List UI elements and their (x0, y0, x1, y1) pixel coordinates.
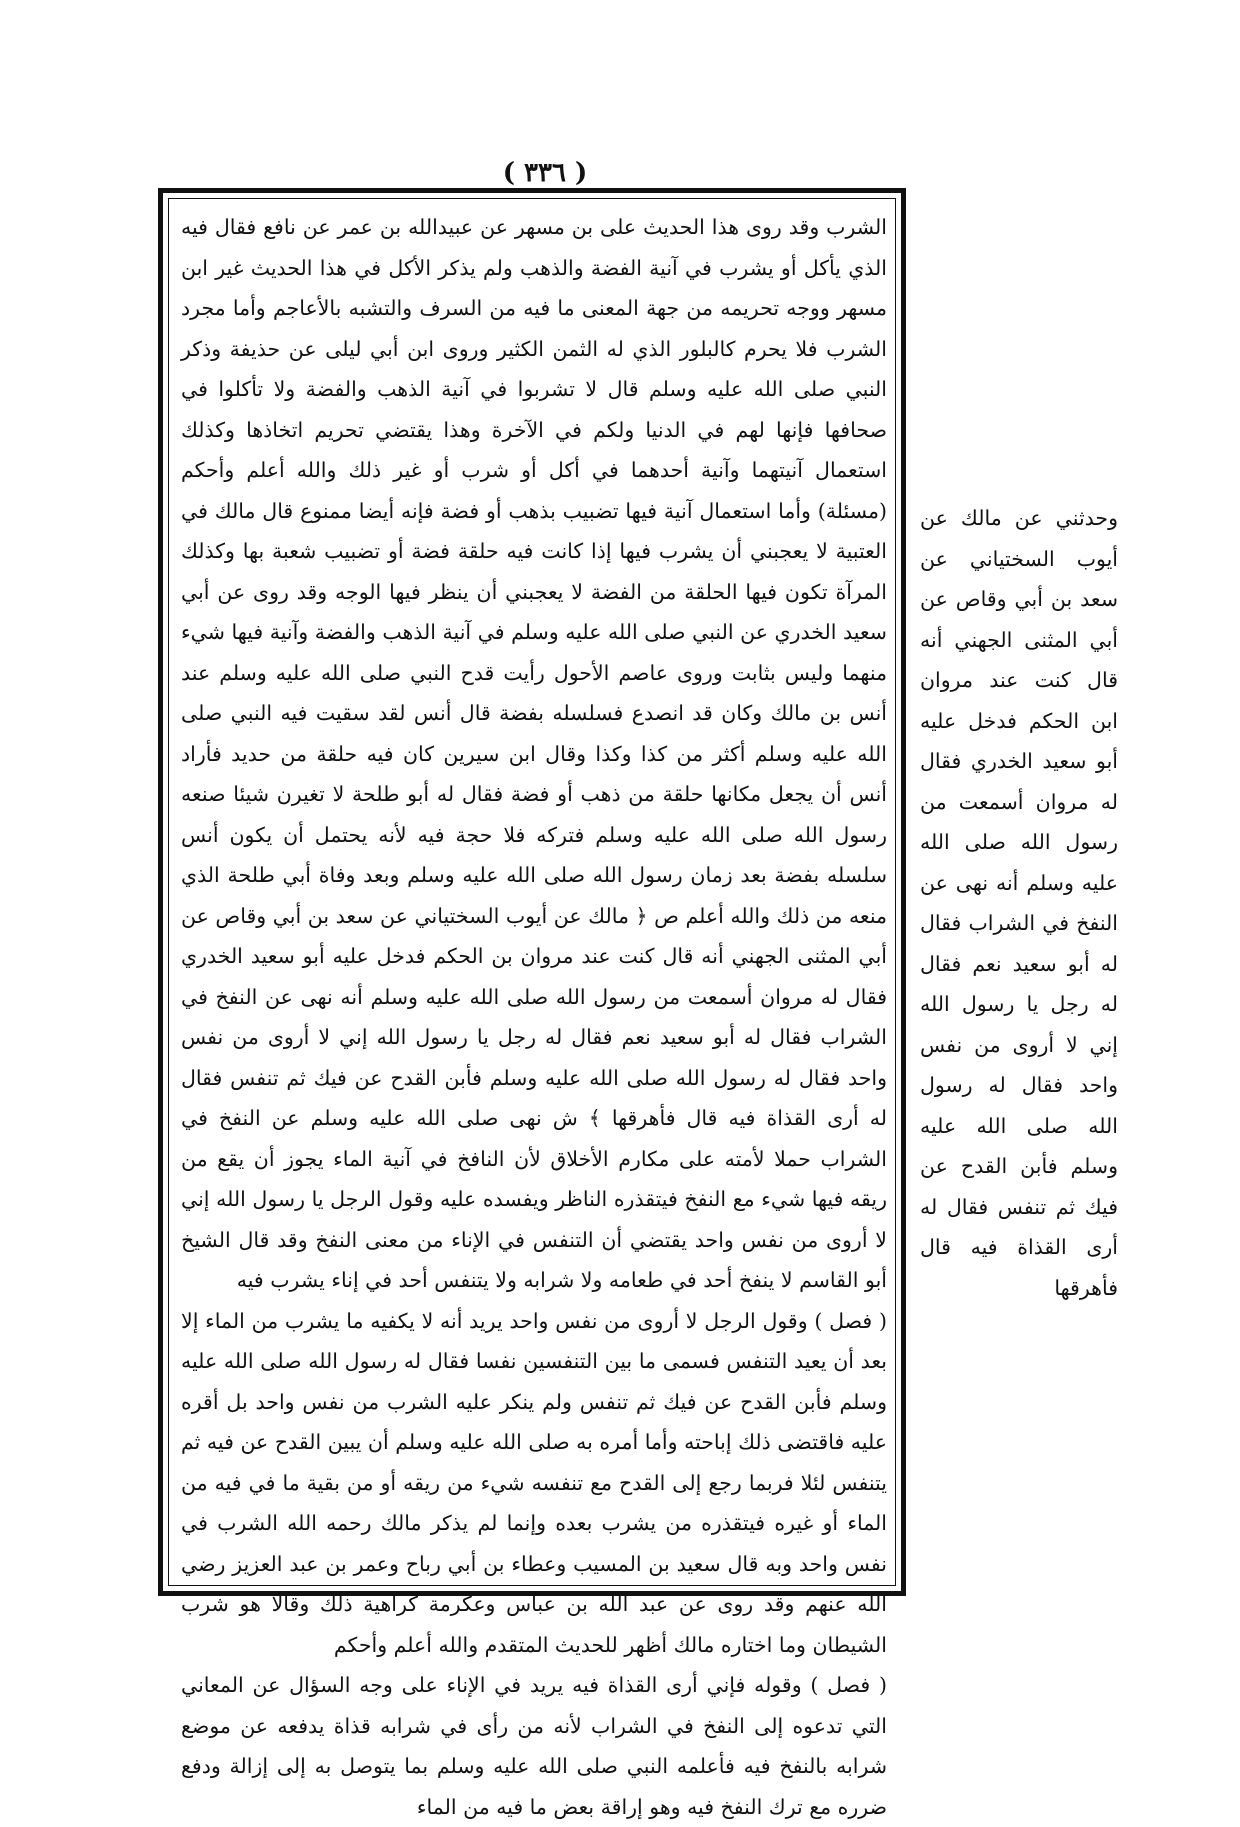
main-paragraph: الشرب وقد روى هذا الحديث على بن مسهر عن عبيدالله بن عمر عن نافع فقال فيه الذي يأكل أو يشرب في آنية الفضة والذهب ولم يذكر الأكل في هذا الحديث غير ابن مسهر ووجه تحريمه من جهة المعنى ما فيه من السرف والتشبه بالأعاجم وأما مجرد الشرب فلا يحرم كالبلور الذي له الثمن الكثير وروى ابن أبي ليلى عن حذيفة وذكر النبي صلى الله عليه وسلم قال لا تشربوا في آنية الذهب والفضة ولا تأكلوا في صحافها فإنها لهم في الدنيا ولكم في الآخرة وهذا يقتضي تحريم اتخاذها وكذلك استعمال آنيتهما وآنية أحدهما في أكل أو شرب أو غير ذلك والله أعلم وأحكم (مسئلة) وأما استعمال آنية فيها تضبيب بذهب أو فضة فإنه أيضا ممنوع قال مالك في العتبية لا يعجبني أن يشرب فيها إذا كانت فيه حلقة فضة أو تضبيب شعبة بها وكذلك المرآة تكون فيها الحلقة من الفضة لا يعجبني أن ينظر فيها الوجه وقد روى عن أبي سعيد الخدري عن النبي صلى الله عليه وسلم في آنية الذهب والفضة وآنية فيها شيء منهما وليس بثابت وروى عاصم الأحول رأيت قدح النبي صلى الله عليه وسلم عند أنس بن مالك وكان قد انصدع فسلسله بفضة قال أنس لقد سقيت فيه النبي صلى الله عليه وسلم أكثر من كذا وكذا وقال ابن سيرين كان فيه حلقة من حديد فأراد أنس أن يجعل مكانها حلقة من ذهب أو فضة فقال له أبو طلحة لا تغيرن شيئا صنعه رسول الله صلى الله عليه وسلم فتركه فلا حجة فيه لأنه يحتمل أن يكون أنس سلسله بفضة بعد زمان رسول الله صلى الله عليه وسلم وبعد وفاة أبي طلحة الذي منعه من ذلك والله أعلم ص ﴿ مالك عن أيوب السختياني عن سعد بن أبي وقاص عن أبي المثنى الجهني أنه قال كنت عند مروان بن الحكم فدخل عليه أبو سعيد الخدري فقال له مروان أسمعت من رسول الله صلى الله عليه وسلم أنه نهى عن النفخ في الشراب فقال له أبو سعيد نعم فقال له رجل يا رسول الله إني لا أروى من نفس واحد فقال له رسول الله صلى الله عليه وسلم فأبن القدح عن فيك ثم تنفس فقال له أرى القذاة فيه قال فأهرقها ﴾ ش نهى صلى الله عليه وسلم عن النفخ في الشراب حملا لأمته على مكارم الأخلاق لأن النافخ في آنية الماء يجوز أن يقع من ريقه فيها شيء مع النفخ فيتقذره الناظر ويفسده عليه وقول الرجل يا رسول الله إني لا أروى من نفس واحد يقتضي أن التنفس في الإناء من معنى النفخ وقد قال الشيخ أبو القاسم لا ينفخ أحد في طعامه ولا شرابه ولا يتنفس أحد في إناء يشرب فيه (181, 215, 887, 1292)
main-commentary-text (181, 207, 887, 1819)
main-paragraph: ( فصل ) وقوله فإني أرى القذاة فيه يريد في الإناء على وجه السؤال عن المعاني التي تدعوه إلى النفخ في الشراب لأنه من رأى في شرابه قذاة يدفعه عن موضع شرابه بالنفخ فيه فأعلمه النبي صلى الله عليه وسلم بما يتوصل به إلى إزالة ودفع ضرره مع ترك النفخ فيه وهو إراقة بعض ما فيه من الماء (181, 1673, 887, 1819)
main-paragraph: ( فصل ) وقول الرجل لا أروى من نفس واحد يريد أنه لا يكفيه ما يشرب من الماء إلا بعد أن يعيد التنفس فسمى ما بين التنفسين نفسا فقال له رسول الله صلى الله عليه وسلم فأبن القدح عن فيك ثم تنفس ولم ينكر عليه الشرب من نفس واحد بل أقره عليه فاقتضى ذلك إباحته وأما أمره به صلى الله عليه وسلم أن يبين القدح عن فيه ثم يتنفس لئلا فربما رجع إلى القدح مع تنفسه شيء من ريقه أو من بقية ما في فيه من الماء أو غيره فيتقذره من يشرب بعده وإنما لم يذكر مالك رحمه الله الشرب في نفس واحد وبه قال سعيد بن المسيب وعطاء بن أبي رباح وعمر بن عبد العزيز رضي الله عنهم وقد روى عن عبد الله بن عباس وعكرمة كراهية ذلك وقالا هو شرب الشيطان وما اختاره مالك أظهر للحديث المتقدم والله أعلم وأحكم (181, 1308, 887, 1657)
page-number: ( ٣٣٦ ) (502, 158, 588, 188)
text-frame (158, 188, 906, 1819)
margin-hadith-text: وحدثني عن مالك عن أيوب السختياني عن سعد بن أبي وقاص عن أبي المثنى الجهني أنه قال كنت عند مروان ابن الحكم فدخل عليه أبو سعيد الخدري فقال له مروان أسمعت من رسول الله صلى الله عليه وسلم أنه نهى عن النفخ في الشراب فقال له أبو سعيد نعم فقال له رجل يا رسول الله إني لا أروى من نفس واحد فقال له رسول الله صلى الله عليه وسلم فأبن القدح عن فيك ثم تنفس فقال له أرى القذاة فيه قال فأهرقها (920, 506, 1118, 1300)
